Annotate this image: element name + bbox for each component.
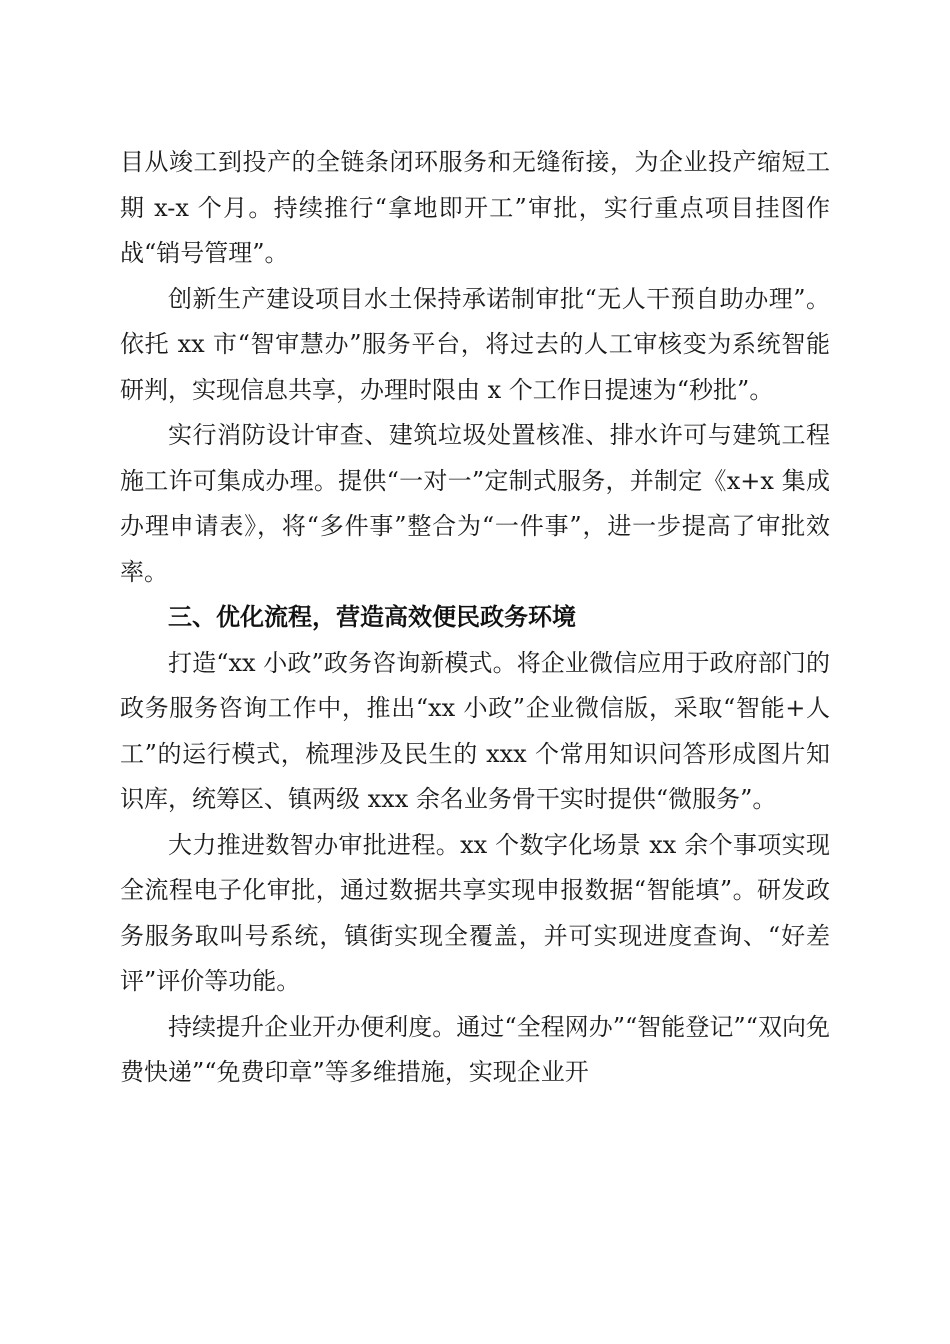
section-heading: 三、优化流程，营造高效便民政务环境 (168, 603, 576, 631)
paragraph-digital-approval: 大力推进数智办审批进程。xx 个数字化场景 xx 余个事项实现全流程电子化审批，通过数据共享实现申报数据“智能填”。研发政务服务取叫号系统，镇街实现全覆盖，并可实现进度查询、“好差评”评价等功能。 (120, 830, 830, 995)
paragraph-continued: 目从竣工到投产的全链条闭环服务和无缝衔接，为企业投产缩短工期 x-x 个月。持续推行“拿地即开工”审批，实行重点项目挂图作战“销号管理”。 (120, 148, 830, 267)
paragraph-integrated-processing: 实行消防设计审查、建筑垃圾处置核准、排水许可与建筑工程施工许可集成办理。提供“一对一”定制式服务，并制定《x+x 集成办理申请表》，将“多件事”整合为“一件事”，进一步提高了审批效率。 (120, 421, 830, 586)
paragraph-soil-water-approval: 创新生产建设项目水土保持承诺制审批“无人干预自助办理”。依托 xx 市“智审慧办”服务平台，将过去的人工审核变为系统智能研判，实现信息共享，办理时限由 x 个工作日提速为“秒批”。 (120, 284, 830, 404)
document-body (120, 140, 830, 1096)
paragraph-business-startup: 持续提升企业开办便利度。通过“全程网办”“智能登记”“双向免费快递”“免费印章”等多维措施，实现企业开 (120, 1012, 830, 1086)
paragraph-consulting-model: 打造“xx 小政”政务咨询新模式。将企业微信应用于政府部门的政务服务咨询工作中，推出“xx 小政”企业微信版，采取“智能+人工”的运行模式，梳理涉及民生的 xxx 个常用知识问答形成图片知识库，统筹区、镇两级 xxx 余名业务骨干实时提供“微服务”。 (120, 648, 830, 813)
